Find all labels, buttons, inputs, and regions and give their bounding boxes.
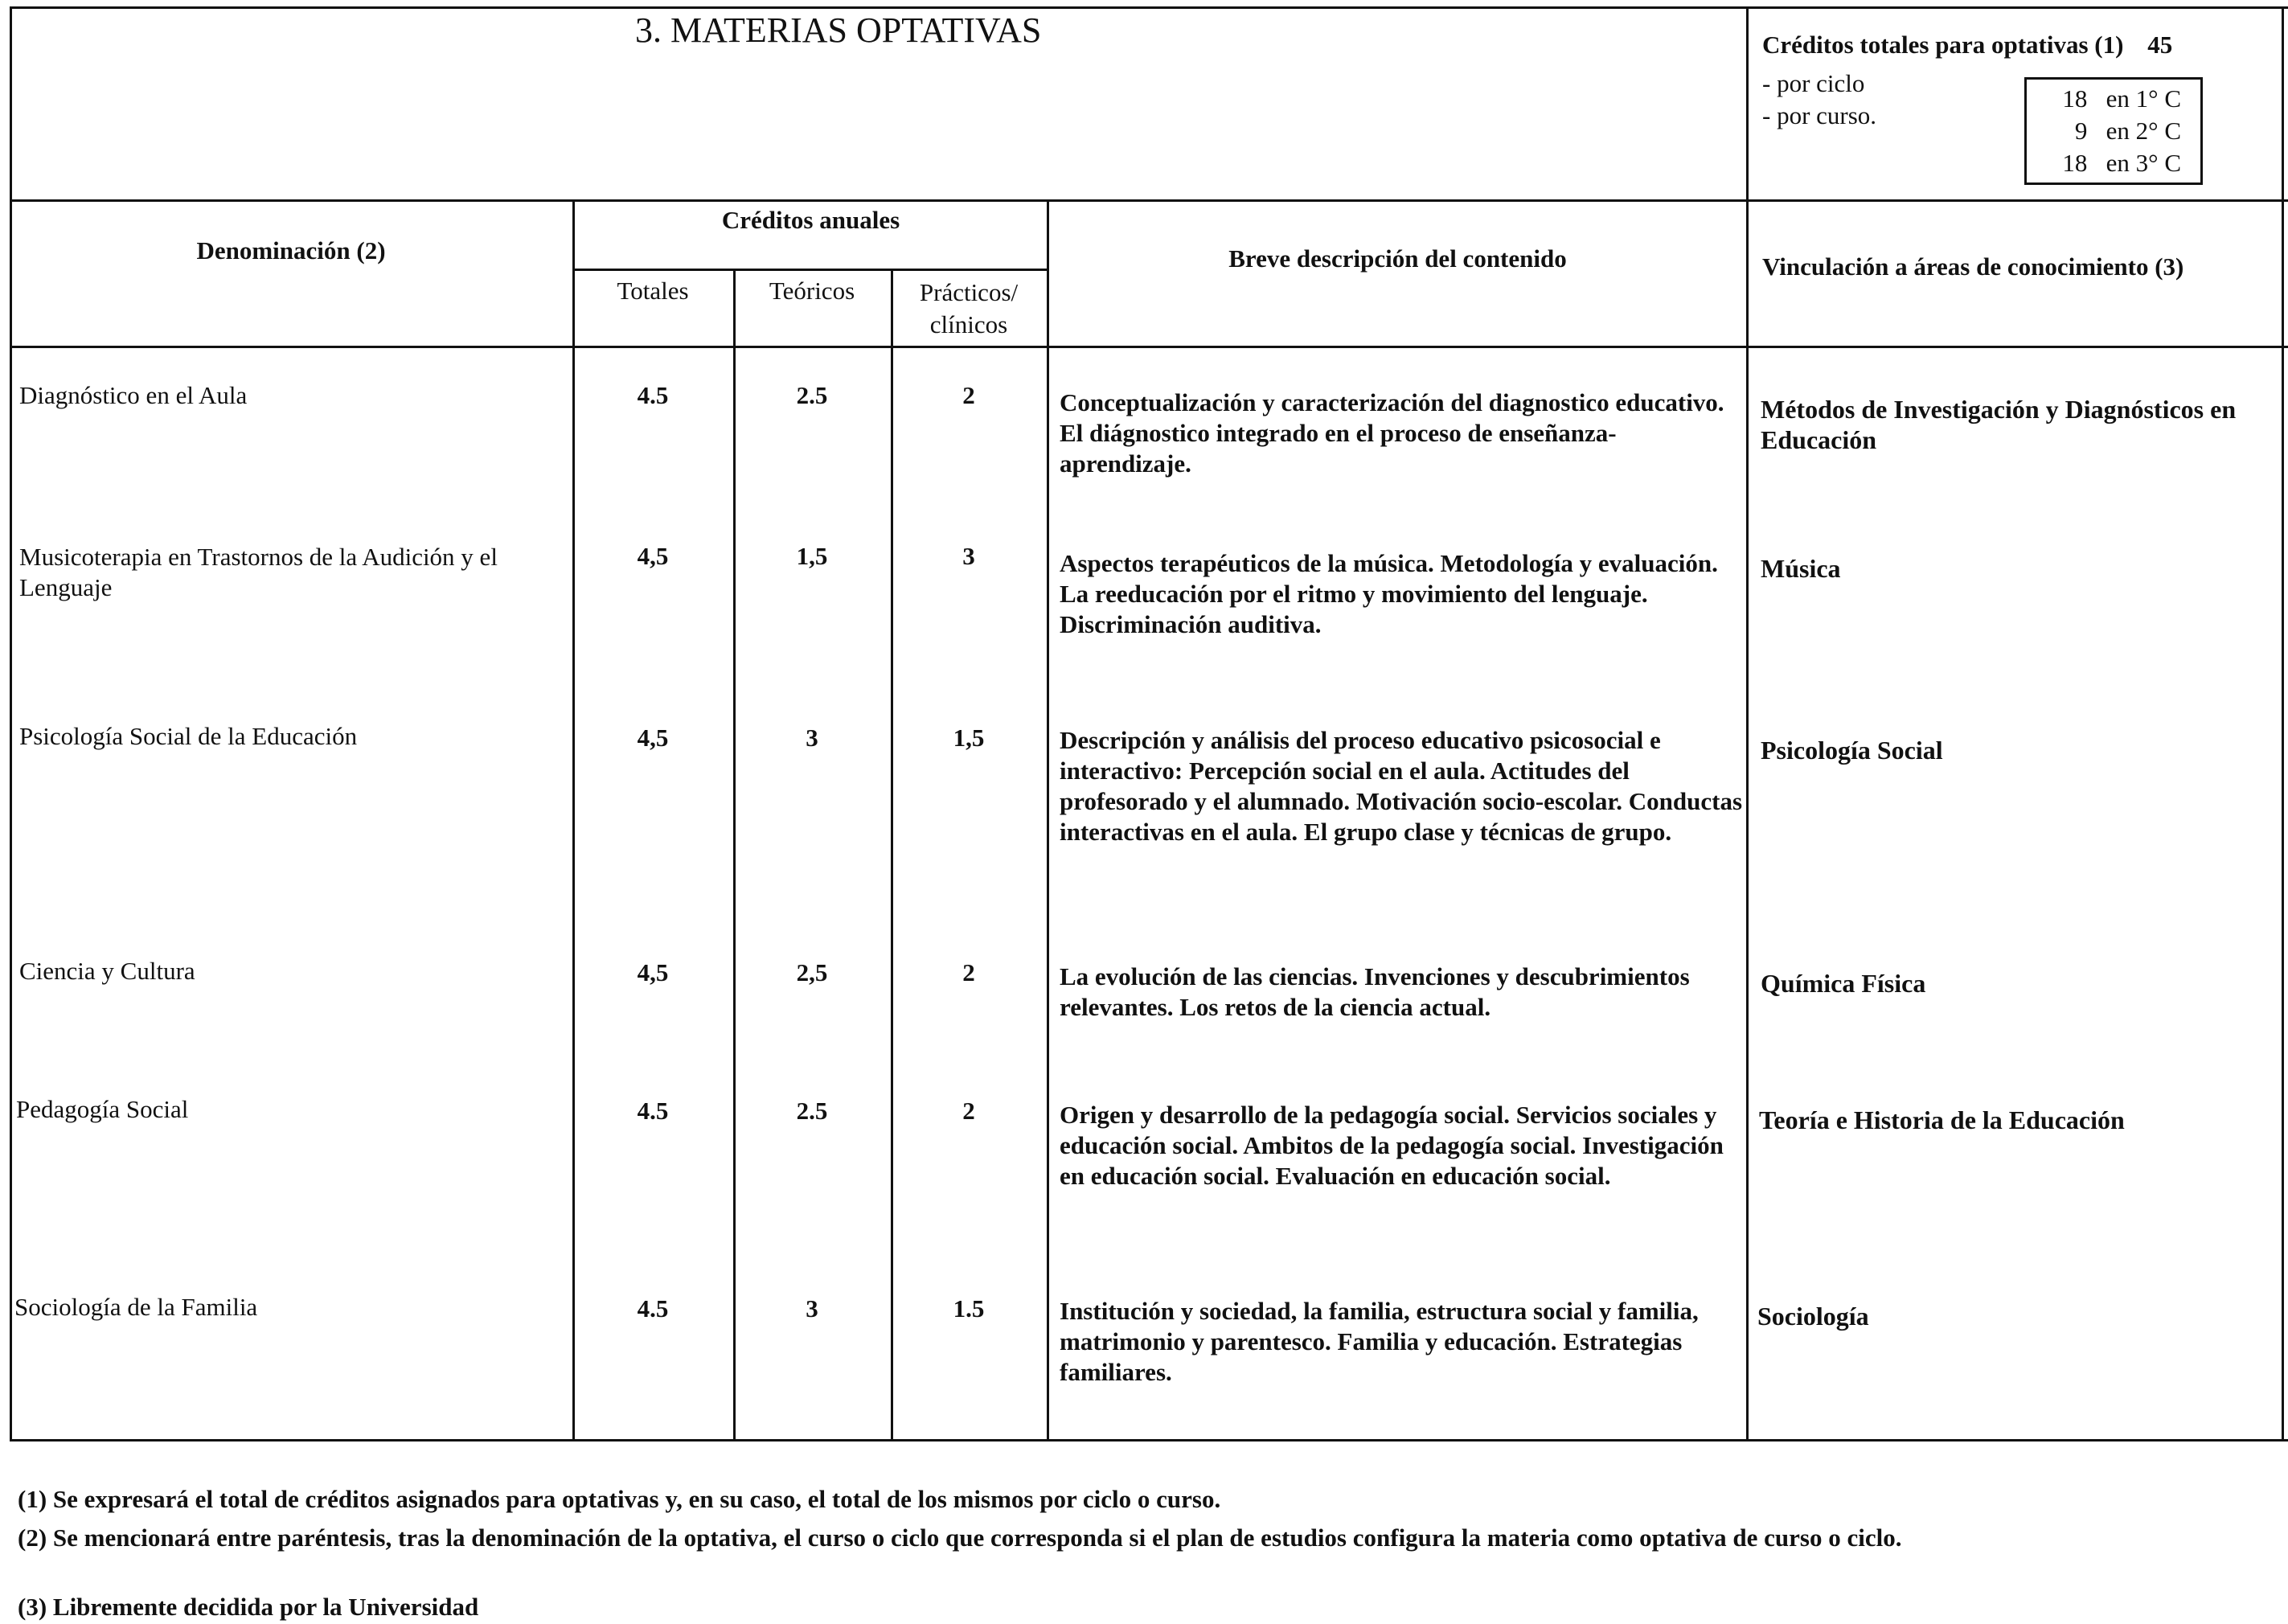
header-creditos-anuales: Créditos anuales [721, 206, 900, 234]
header-denominacion: Denominación (2) [196, 236, 386, 265]
row-6-name: Sociología de la Familia [14, 1293, 258, 1321]
row-6-practicos: 1.5 [953, 1294, 985, 1323]
row-2-area: Música [1761, 554, 1841, 583]
row-2-teoricos: 1,5 [796, 542, 828, 570]
row-3-totales: 4,5 [637, 724, 669, 752]
por-ciclo-label: - por ciclo [1762, 69, 1865, 97]
row-3-description: Descripción y análisis del proceso educativo psicosocial e interactivo: Percepción social en el aula. Actitudes del profesorado y el alumnado. Motivación socio-escolar. Conductas interactivas en el aula. El grupo clase y técnicas de grupo. [1060, 726, 1743, 846]
row-5-teoricos: 2.5 [796, 1097, 828, 1125]
row-6-description: Institución y sociedad, la familia, estructura social y familia, matrimonio y parentesco. Familia y educación. Estrategias familiares. [1060, 1297, 1699, 1386]
credits-total-value: 45 [2147, 31, 2173, 59]
header-practicos-line1: Prácticos/ [919, 278, 1019, 306]
row-3-area: Psicología Social [1761, 736, 1943, 765]
cycle-credits-1: 18 en 1° C [2062, 84, 2181, 113]
row-5-description: Origen y desarrollo de la pedagogía social. Servicios sociales y educación social. Ambitos de la pedagogía social. Investigación en educación social. Evaluación en educación social. [1060, 1101, 1724, 1190]
header-vinculacion: Vinculación a áreas de conocimiento (3) [1762, 252, 2184, 281]
page-title: 3. MATERIAS OPTATIVAS [635, 10, 1042, 50]
row-5-area: Teoría e Historia de la Educación [1759, 1105, 2125, 1134]
cycle-credits-box [2024, 77, 2203, 185]
row-4-name: Ciencia y Cultura [19, 957, 195, 985]
header-practicos-line2: clínicos [929, 310, 1008, 338]
row-6-area: Sociología [1757, 1302, 1869, 1331]
row-4-area: Química Física [1761, 969, 1926, 998]
row-1-practicos: 2 [962, 381, 975, 409]
row-2-name: Musicoterapia en Trastornos de la Audición y el Lenguaje [19, 543, 498, 601]
footnote-3: (3) Libremente decidida por la Universidad [18, 1593, 479, 1621]
row-4-totales: 4,5 [637, 958, 669, 986]
row-5-practicos: 2 [962, 1097, 975, 1125]
row-5-totales: 4.5 [637, 1097, 669, 1125]
footnote-2: (2) Se mencionará entre paréntesis, tras la denominación de la optativa, el curso o ciclo que corresponda si el plan de estudios configura la materia como optativa de curso o ciclo. [18, 1524, 1902, 1552]
header-practicos [891, 277, 1047, 341]
row-2-description: Aspectos terapéuticos de la música. Metodología y evaluación. La reeducación por el ritmo y movimiento del lenguaje. Discriminación auditiva. [1060, 549, 1718, 638]
row-4-practicos: 2 [962, 958, 975, 986]
row-3-practicos: 1,5 [953, 724, 985, 752]
header-descripcion: Breve descripción del contenido [1228, 244, 1567, 273]
credits-total-text: Créditos totales para optativas (1) [1762, 31, 2124, 59]
row-3-name: Psicología Social de la Educación [19, 722, 358, 750]
row-5-name: Pedagogía Social [16, 1095, 189, 1123]
credits-total-label [1762, 31, 2172, 59]
footnote-1: (1) Se expresará el total de créditos asignados para optativas y, en su caso, el total de los mismos por ciclo o curso. [18, 1485, 1221, 1513]
row-1-description: Conceptualización y caracterización del diagnostico educativo. El diágnostico integrado en el proceso de enseñanza-aprendizaje. [1060, 388, 1724, 478]
row-2-practicos: 3 [962, 542, 975, 570]
row-2-totales: 4,5 [637, 542, 669, 570]
row-6-teoricos: 3 [806, 1294, 818, 1323]
por-curso-label: - por curso. [1762, 101, 1877, 129]
row-1-name: Diagnóstico en el Aula [19, 381, 248, 409]
row-4-teoricos: 2,5 [796, 958, 828, 986]
row-1-area: Métodos de Investigación y Diagnósticos en Educación [1761, 395, 2237, 454]
row-1-teoricos: 2.5 [796, 381, 828, 409]
row-4-description: La evolución de las ciencias. Invenciones y descubrimientos relevantes. Los retos de la ciencia actual. [1060, 962, 1690, 1021]
header-totales: Totales [617, 277, 689, 305]
row-6-totales: 4.5 [637, 1294, 669, 1323]
cycle-credits-2: 9 en 2° C [2074, 117, 2181, 145]
row-3-teoricos: 3 [806, 724, 818, 752]
row-1-totales: 4.5 [637, 381, 669, 409]
header-teoricos: Teóricos [769, 277, 855, 305]
cycle-credits-3: 18 en 3° C [2062, 149, 2181, 177]
